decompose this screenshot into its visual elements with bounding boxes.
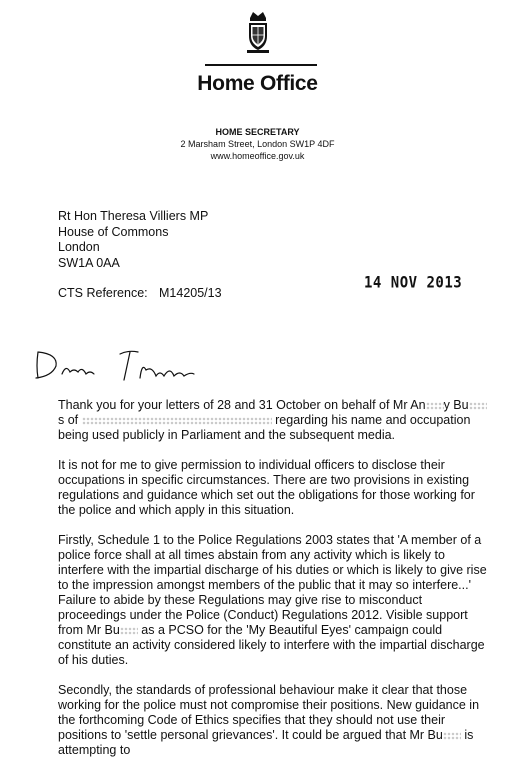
redaction	[469, 402, 487, 410]
royal-crest-logo	[240, 10, 276, 54]
paragraph	[58, 683, 490, 758]
recipient-line: Rt Hon Theresa Villiers MP	[58, 209, 209, 223]
paragraph-text: Firstly, Schedule 1 to the Police Regulations 2003 states that 'A member of a police force shall at all times abstain from any activity which is likely to interfere with the impartial discharge of his duties or which is likely to give rise to the impression amongst members of the public that it may so interfere...' Failure to abide by these Regulations may give rise to misconduct proceedings under the Police (Conduct) Regulations 2012. Visible support from Mr Bu	[58, 533, 487, 637]
paragraph	[58, 398, 490, 443]
letter-body	[58, 398, 490, 773]
handwritten-salutation	[24, 340, 224, 390]
office-details	[0, 126, 515, 162]
paragraph-text: Secondly, the standards of professional behaviour make it clear that those working for the police must not compromise their positions. New guidance in the forthcoming Code of Ethics specifies that they should not use their positions to 'settle personal grievances'. It could be argued that Mr Bu	[58, 683, 480, 742]
office-address: 2 Marsham Street, London SW1P 4DF	[180, 139, 335, 149]
recipient-address	[58, 209, 208, 271]
redaction	[120, 627, 138, 635]
paragraph-text: Thank you for your letters of 28 and 31 October on behalf of Mr An	[58, 398, 426, 412]
paragraph-text: s of	[58, 413, 79, 427]
office-title: HOME SECRETARY	[215, 127, 300, 137]
paragraph	[58, 533, 490, 668]
office-website: www.homeoffice.gov.uk	[210, 151, 305, 161]
cts-reference-label: CTS Reference:	[58, 286, 148, 300]
paragraph-text: is attempting to	[58, 728, 474, 757]
redaction	[443, 732, 461, 740]
paragraph-text: y Bu	[443, 398, 469, 412]
paragraph: It is not for me to give permission to individual officers to disclose their occupations in specific circumstances. There are two provisions in existing regulations and guidance which set out the obligations for those working for the police and which apply in this situation.	[58, 458, 475, 517]
brand-name: Home Office	[197, 72, 318, 95]
brand-rule	[205, 64, 317, 66]
paragraph-text: regarding his name and occupation being used publicly in Parliament and the subsequent media.	[58, 413, 471, 442]
redaction	[426, 402, 444, 410]
recipient-line: SW1A 0AA	[58, 255, 120, 270]
cts-reference	[58, 286, 222, 300]
cts-reference-value: M14205/13	[159, 286, 222, 300]
recipient-line: House of Commons	[58, 224, 169, 239]
paragraph-text: as a PCSO for the 'My Beautiful Eyes' campaign could constitute an activity considered likely to interfere with the impartial discharge of his duties.	[58, 623, 485, 667]
recipient-line: London	[58, 240, 100, 254]
redaction	[82, 417, 272, 425]
date-stamp: 14 NOV 2013	[364, 273, 463, 293]
